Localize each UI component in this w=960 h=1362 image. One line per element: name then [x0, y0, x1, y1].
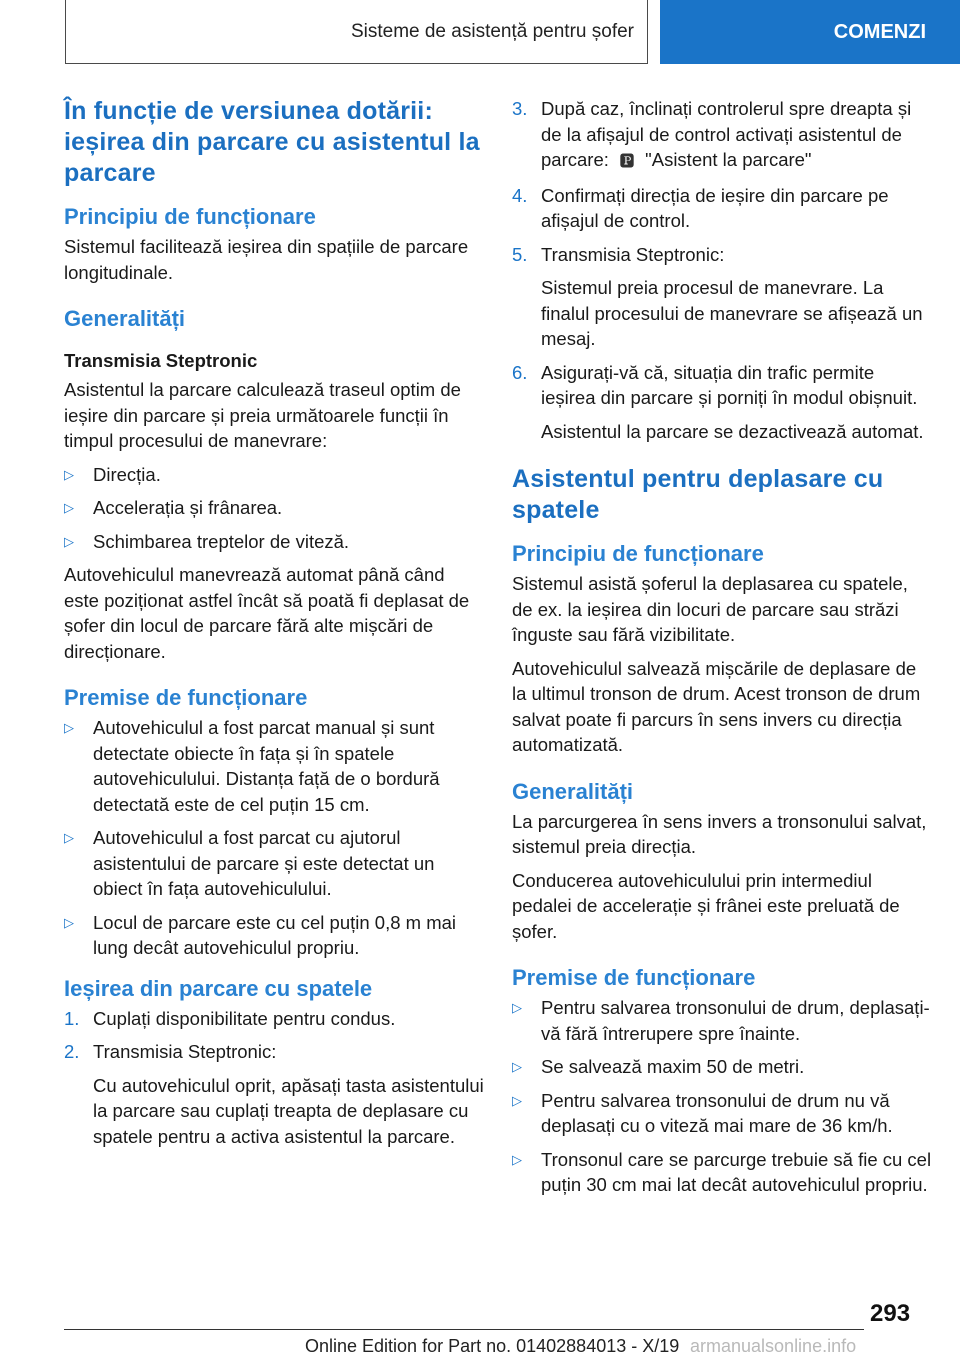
parking-assistant-icon: 🅿︎	[619, 153, 635, 170]
step5-detail: Sistemul preia procesul de manevrare. La finalul procesului de manevrare se afișează un mesaj.	[541, 277, 923, 349]
heading-premises: Premise de funcționare	[64, 685, 308, 710]
step2-detail: Cu autovehiculul oprit, apăsați tasta asistentului la parcare sau cuplați treapta de deplasare cu spatele pentru a activa asistentul la parcare.	[93, 1074, 484, 1147]
principle-text-1: Sistemul asistă șoferul la deplasarea cu spatele, de ex. la ieșirea din locuri de parcare sau străzi înguste sau fără vizibilitate.	[512, 573, 908, 645]
list-item: ▷ Locul de parcare este cu cel puțin 0,8 m mai lung decât autovehiculul propriu.	[64, 911, 456, 958]
triangle-bullet-icon: ▷	[64, 500, 74, 515]
list-item: ▷ Direcția.	[64, 462, 484, 488]
steps-list-continued-2	[512, 360, 932, 411]
triangle-bullet-icon: ▷	[512, 1151, 522, 1167]
step-item: 2. Transmisia Steptronic:	[64, 1041, 277, 1062]
steptronic-text: Asistentul la parcare calculează traseul optim de ieșire din parcare și preia următoarele funcții în timpul procesului de manevrare:	[64, 379, 461, 451]
triangle-bullet-icon: ▷	[64, 720, 74, 735]
list-item: ▷ Pentru salvarea tronsonului de drum nu vă deplasați cu o viteză mai mare de 36 km/h.	[512, 1089, 893, 1136]
heading-reverse-exit: Ieșirea din parcare cu spatele	[64, 975, 373, 1001]
triangle-bullet-icon: ▷	[64, 533, 74, 549]
premises-list	[64, 715, 484, 961]
heading-principle: Principiu de funcționare	[64, 204, 316, 229]
premises-list-2	[512, 995, 932, 1198]
list-item: ▷ Pentru salvarea tronsonului de drum, deplasați-vă fără întrerupere spre înainte.	[512, 997, 930, 1044]
chapter-tab-label: COMENZI	[833, 20, 926, 43]
heading-steptronic: Transmisia Steptronic	[64, 350, 258, 371]
heading-principle-2: Principiu de funcționare	[512, 541, 764, 566]
step-item: 4. Confirmați direcția de ieșire din parcare pe afișajul de control.	[512, 184, 889, 231]
triangle-bullet-icon: ▷	[64, 914, 74, 930]
heading-general-2: Generalități	[512, 778, 634, 804]
list-item: ▷ Autovehiculul a fost parcat cu ajutorul asistentului de parcare și este detectat un obiect în fața autovehiculului.	[64, 827, 435, 899]
step-item: 3. După caz, înclinați controlerul spre dreapta și de la afișajul de control activați asistentul de parcare: 🅿︎ "Asistent la parcare"	[512, 96, 932, 175]
left-column	[64, 96, 484, 1157]
auto-maneuver-text: Autovehiculul manevrează automat până când este poziționat astfel încât să poată fi deplasat de șofer din locul de parcare fără alte mișcări de direcționare.	[64, 564, 470, 662]
list-item: ▷ Se salvează maxim 50 de metri.	[512, 1054, 932, 1080]
list-item: ▷ Tronsonul care se parcurge trebuie să fie cu cel puțin 30 cm mai lat decât autovehiculul propriu.	[512, 1148, 932, 1195]
general-text-1: La parcurgerea în sens invers a tronsonului salvat, sistemul preia direcția.	[512, 810, 927, 857]
chapter-tab[interactable]	[660, 0, 960, 64]
heading-exit-parking: În funcție de versiunea dotării: ieșirea din parcare cu asistentul la parcare	[64, 97, 480, 187]
functions-list	[64, 462, 484, 555]
list-item: ▷ Accelerația și frânarea.	[64, 495, 484, 521]
steps-list	[64, 1006, 484, 1065]
list-item: ▷ Schimbarea treptelor de viteză.	[64, 529, 484, 555]
heading-general: Generalități	[64, 306, 186, 331]
triangle-bullet-icon: ▷	[512, 1092, 522, 1108]
general-text-2: Conducerea autovehiculului prin intermediul pedalei de accelerație și frânei este preluată de șofer.	[512, 869, 900, 942]
heading-reversing-assistant: Asistentul pentru deplasare cu spatele	[512, 465, 884, 524]
section-title-text: Sisteme de asistență pentru șofer	[350, 20, 634, 42]
step-item: 6. Asigurați-vă că, situația din trafic permite ieșirea din parcare și porniți în modul obișnuit.	[512, 361, 918, 408]
triangle-bullet-icon: ▷	[64, 466, 74, 482]
triangle-bullet-icon: ▷	[64, 830, 74, 845]
principle-text: Sistemul facilitează ieșirea din spațiile de parcare longitudinale.	[64, 236, 469, 283]
right-column	[512, 96, 932, 1206]
footer-divider	[64, 1329, 864, 1330]
list-item: ▷ Autovehiculul a fost parcat manual și sunt detectate obiecte în fața și în spatele autovehiculului. Distanța față de o bordură detectată este de cel puțin 15 cm.	[64, 717, 440, 815]
principle-text-2: Autovehiculul salvează mișcările de deplasare de la ultimul tronson de drum. Acest tronson de drum salvat poate fi parcurs în sens invers cu direcția automatizată.	[512, 657, 921, 755]
page-number: 293	[870, 1300, 911, 1327]
step-item: 1. Cuplați disponibilitate pentru condus.	[64, 1007, 396, 1029]
watermark: armanualsonline.info	[690, 1336, 857, 1356]
triangle-bullet-icon: ▷	[512, 1059, 522, 1074]
step-item: 5. Transmisia Steptronic:	[512, 243, 725, 265]
triangle-bullet-icon: ▷	[512, 1000, 522, 1015]
heading-premises-2: Premise de funcționare	[512, 965, 756, 990]
section-title	[65, 0, 648, 64]
edition-text: Online Edition for Part no. 01402884013 - X/19	[305, 1336, 680, 1356]
step6-detail: Asistentul la parcare se dezactivează automat.	[541, 420, 924, 442]
steps-list-continued	[512, 96, 932, 267]
